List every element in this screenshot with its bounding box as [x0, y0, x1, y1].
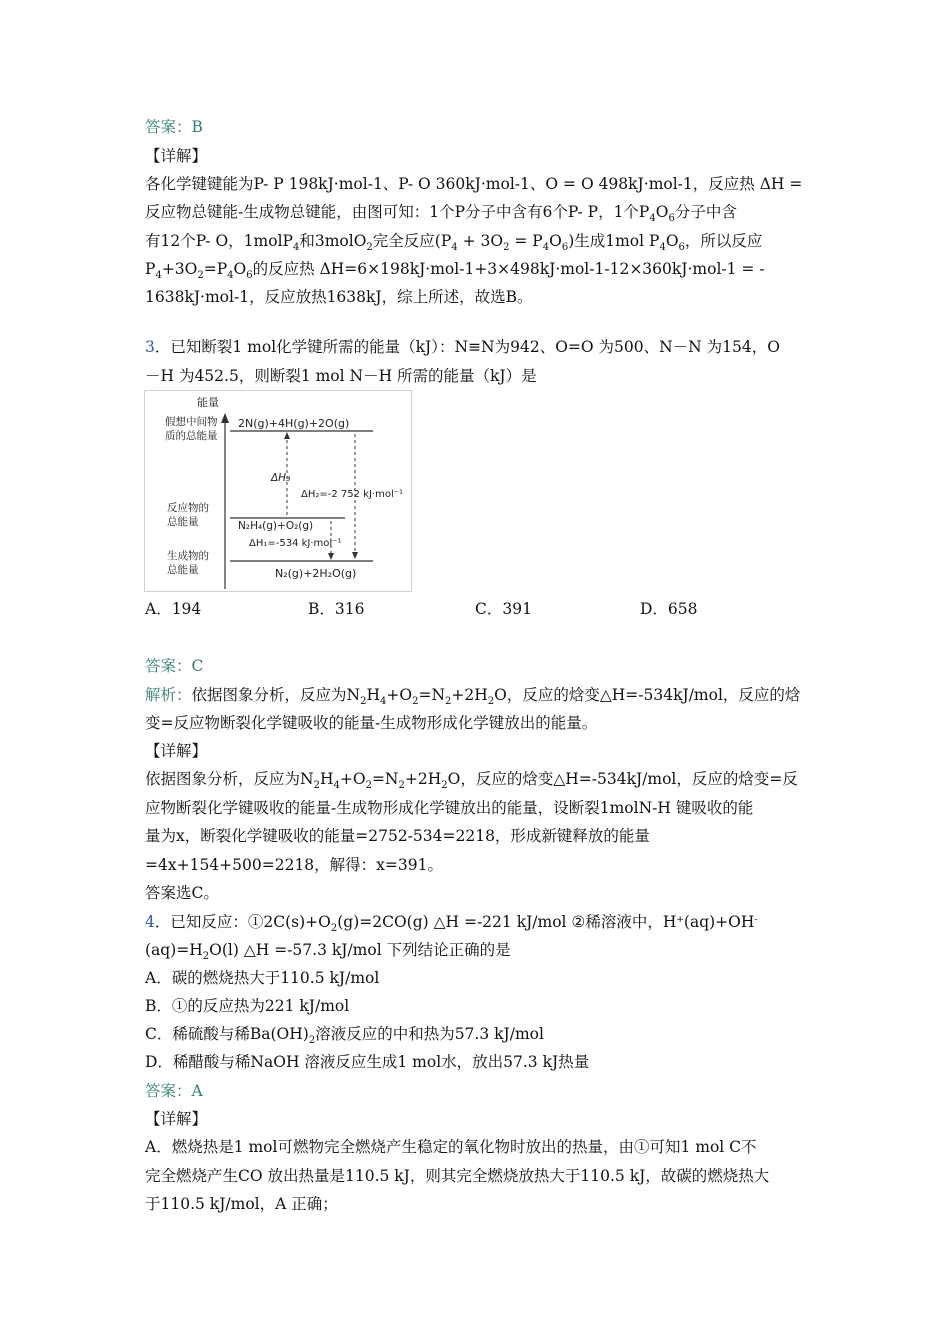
question-number: 3 [145, 338, 155, 356]
option-d[interactable]: D．658 [640, 600, 698, 618]
options-q3 [145, 597, 745, 617]
species-products: N₂(g)+2H₂O(g) [275, 567, 357, 580]
text-line: 各化学键键能为P- P 198kJ·mol-1、P- O 360kJ·mol-1、O = O 498kJ·mol-1，反应热 ΔH = [145, 175, 803, 193]
detail-heading: 【详解】 [145, 1110, 208, 1128]
option-d[interactable]: D．稀醋酸与稀NaOH 溶液反应生成1 mol水，放出57.3 kJ热量 [145, 1053, 590, 1071]
question-4-stem-cont: $(aq)=H_2O(l)$ △H =-57.3 kJ/mol 下列结论正确的是 [145, 941, 511, 962]
dh2-label: ΔH₂=-2 752 kJ·mol⁻¹ [301, 489, 404, 500]
energy-diagram-svg [145, 391, 411, 591]
answer-q4: 答案：A [145, 1082, 203, 1100]
text-line: $P_4+3O_2=P_4O_6$的反应热 ΔH=6×198kJ·mol-1+3×498kJ·mol-1-12×360kJ·mol-1 = - [145, 260, 765, 281]
answer-q3: 答案：C [145, 657, 204, 675]
species-reactants: N₂H₄(g)+O₂(g) [238, 520, 314, 532]
dh3-arrowhead [284, 432, 290, 439]
y-axis-title: 能量 [197, 396, 219, 409]
text-line: 1638kJ·mol-1，反应放热1638kJ，综上所述，故选B。 [145, 288, 533, 306]
explanation-line: 于110.5 kJ/mol，A 正确； [145, 1195, 338, 1213]
species-intermediate: 2N(g)+4H(g)+2O(g) [238, 417, 350, 430]
detail-heading: 【详解】 [145, 147, 208, 165]
detail-heading: 【详解】 [145, 742, 208, 760]
text-line: 有12个P- O，1molP$_4$和3molO$_2$完全反应$(P_4 + 3O_2 = P_4O_6)$生成1mol $P_4O_6$，所以反应 [145, 232, 763, 253]
option-b[interactable]: B．316 [308, 600, 365, 618]
explanation-line: 完全燃烧产生CO 放出热量是110.5 kJ，则其完全燃烧放热大于110.5 kJ，故碳的燃烧热大 [145, 1167, 770, 1185]
dh3-label: ΔH₃ [271, 472, 291, 484]
question-3-stem: 3．已知断裂1 mol化学键所需的能量（kJ）：N≡N为942、O=O 为500、N－N 为154，O [145, 338, 780, 356]
option-b[interactable]: B．①的反应热为221 kJ/mol [145, 997, 350, 1015]
dh2-arrowhead [352, 552, 358, 559]
label-reactants-2: 总能量 [167, 516, 199, 528]
option-c[interactable]: C．391 [475, 600, 532, 618]
energy-diagram [144, 390, 412, 592]
question-4-stem: 4．已知反应：$①2C(s)+O_2(g)=2CO(g)$ △H =-221 kJ/mol ②稀溶液中，H+(aq)+OH- [145, 913, 758, 934]
label-intermediate-1: 假想中间物 [165, 416, 218, 428]
label-intermediate-2: 质的总能量 [165, 430, 218, 442]
option-a[interactable]: A．碳的燃烧热大于110.5 kJ/mol [145, 969, 380, 987]
detail-line: 答案选C。 [145, 884, 219, 902]
y-axis-arrow [221, 413, 229, 423]
label-products-1: 生成物的 [167, 550, 209, 562]
explanation-line: A．燃烧热是1 mol可燃物完全燃烧产生稳定的氧化物时放出的热量，由①可知1 mol C不 [145, 1138, 757, 1156]
dh1-arrowhead [328, 553, 334, 560]
detail-line: =4x+154+500=2218，解得：x=391。 [145, 856, 443, 874]
label-reactants-1: 反应物的 [167, 502, 209, 514]
detail-line: 应物断裂化学键吸收的能量-生成物形成化学键放出的能量，设断裂1molN-H 键吸收的能 [145, 799, 754, 817]
analysis-line: 解析：依据图象分析，反应为$N_2H_4+O_2=N_2+2H_2O$，反应的焓变△H=-534kJ/mol，反应的焓 [145, 686, 801, 707]
question-3-stem-cont: －H 为452.5，则断裂1 mol N－H 所需的能量（kJ）是 [145, 367, 537, 385]
option-c[interactable]: C．稀硫酸与稀$Ba(OH)_2$溶液反应的中和热为57.3 kJ/mol [145, 1025, 544, 1046]
option-a[interactable]: A．194 [145, 600, 202, 618]
detail-line: 依据图象分析，反应为$N_2H_4+O_2=N_2+2H_2O$，反应的焓变△H=-534kJ/mol，反应的焓变=反 [145, 770, 798, 791]
analysis-line: 变=反应物断裂化学键吸收的能量-生成物形成化学键放出的能量。 [145, 714, 598, 732]
question-number: 4 [145, 913, 155, 931]
label-products-2: 总能量 [167, 564, 199, 576]
answer-q2: 答案：B [145, 118, 203, 136]
text-line: 反应物总键能-生成物总键能，由图可知：1个P分子中含有6个P- P，1个$P_4O_6$分子中含 [145, 203, 737, 224]
dh1-label: ΔH₁=-534 kJ·mol⁻¹ [249, 538, 342, 549]
detail-line: 量为x，断裂化学键吸收的能量=2752-534=2218，形成新键释放的能量 [145, 827, 650, 845]
